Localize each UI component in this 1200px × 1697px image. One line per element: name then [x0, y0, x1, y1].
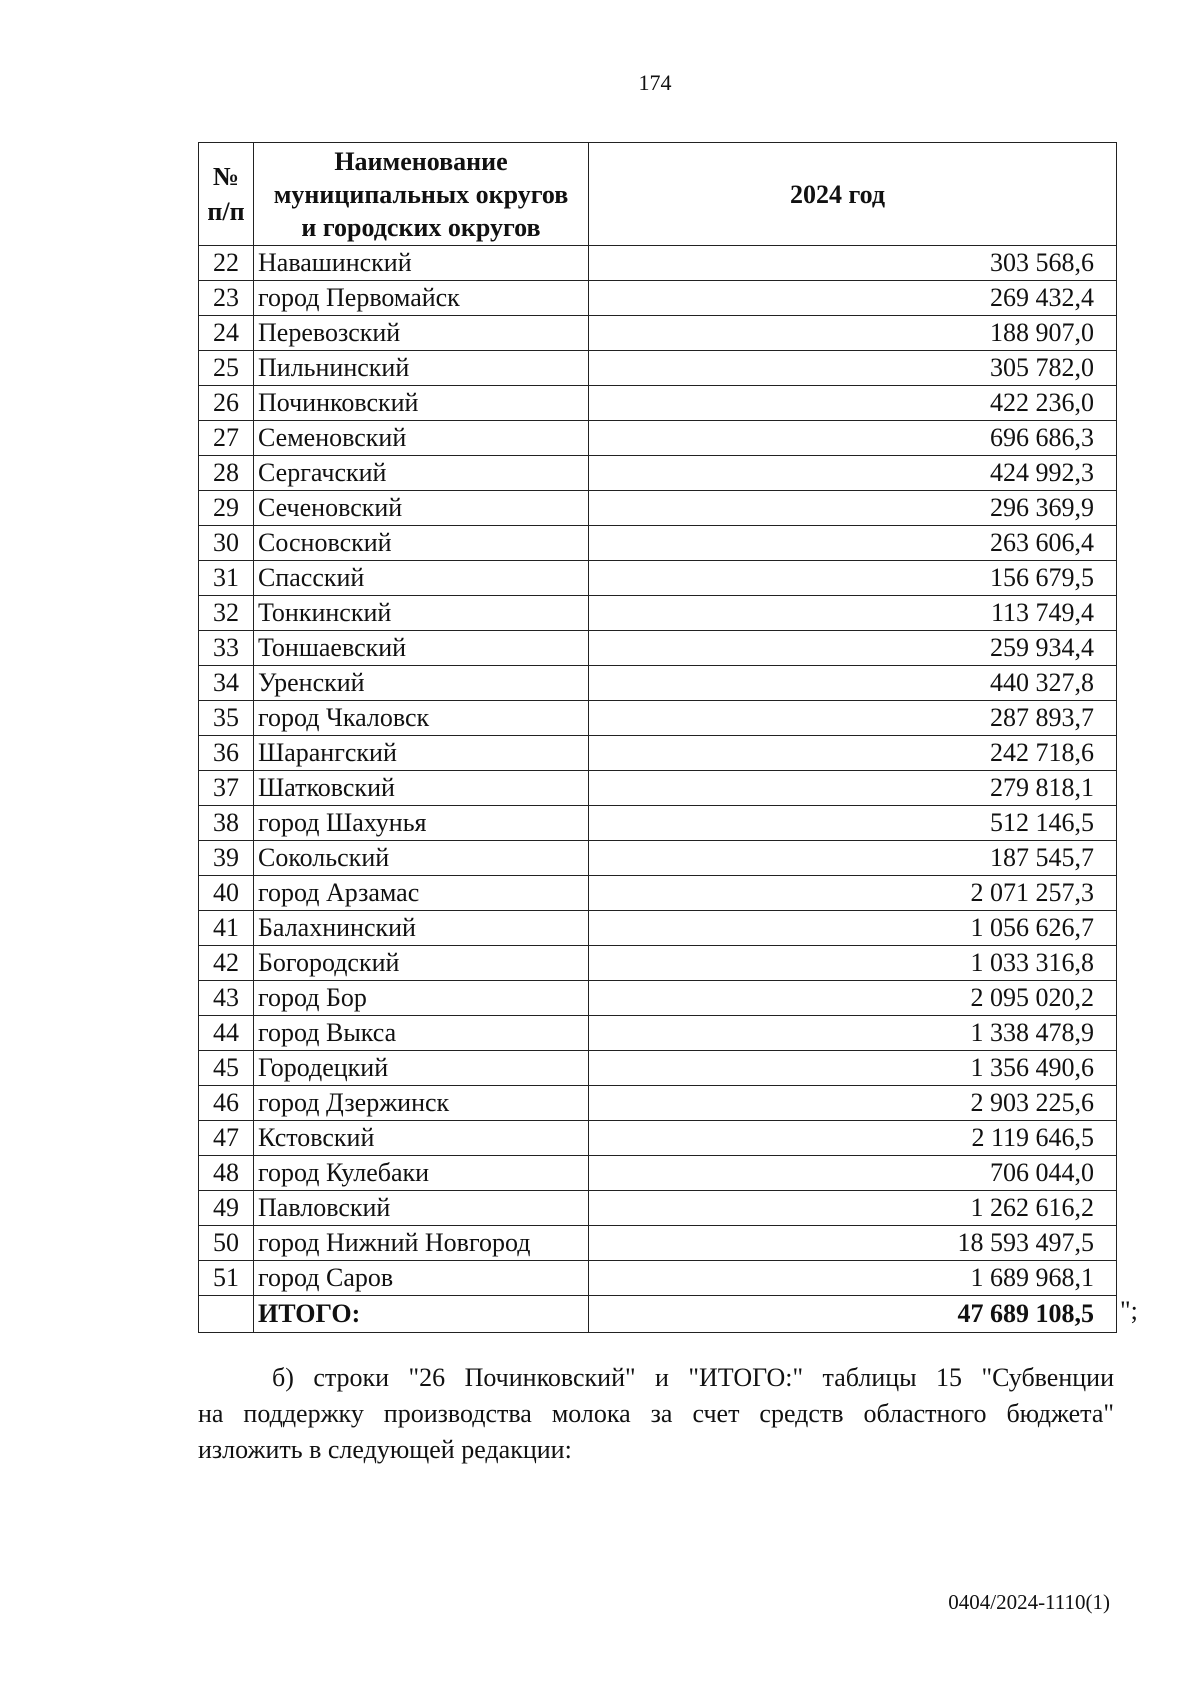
- amendment-paragraph: [198, 1360, 1114, 1468]
- row-number: 42: [199, 946, 254, 981]
- row-name: город Первомайск: [254, 281, 589, 316]
- table-row: [199, 806, 1117, 841]
- row-number: 46: [199, 1086, 254, 1121]
- row-name: Перевозский: [254, 316, 589, 351]
- table-row: [199, 701, 1117, 736]
- row-value: 296 369,9: [589, 491, 1117, 526]
- row-value: 440 327,8: [589, 666, 1117, 701]
- table-row: [199, 491, 1117, 526]
- header-name: Наименование муниципальных округов и городских округов: [254, 143, 589, 246]
- row-name: город Бор: [254, 981, 589, 1016]
- header-number: № п/п: [199, 143, 254, 246]
- row-name: город Кулебаки: [254, 1156, 589, 1191]
- table-row: [199, 281, 1117, 316]
- row-number: 29: [199, 491, 254, 526]
- table-row: [199, 456, 1117, 491]
- row-name: Кстовский: [254, 1121, 589, 1156]
- row-number: 48: [199, 1156, 254, 1191]
- row-value: 187 545,7: [589, 841, 1117, 876]
- row-value: 156 679,5: [589, 561, 1117, 596]
- row-value: 113 749,4: [589, 596, 1117, 631]
- row-number: 22: [199, 246, 254, 281]
- row-value: 305 782,0: [589, 351, 1117, 386]
- table-row: [199, 246, 1117, 281]
- row-value: 1 338 478,9: [589, 1016, 1117, 1051]
- total-row: [199, 1296, 1117, 1333]
- paragraph-line: на поддержку производства молока за счет средств областного бюджета": [198, 1399, 1114, 1428]
- row-name: Сокольский: [254, 841, 589, 876]
- row-name: город Шахунья: [254, 806, 589, 841]
- table-row: [199, 421, 1117, 456]
- table-row: [199, 946, 1117, 981]
- row-number: 25: [199, 351, 254, 386]
- row-number: 36: [199, 736, 254, 771]
- total-label: ИТОГО:: [254, 1296, 589, 1333]
- table-row: [199, 1016, 1117, 1051]
- table-row: [199, 631, 1117, 666]
- table-header-row: [199, 143, 1117, 246]
- table-row: [199, 351, 1117, 386]
- table-row: [199, 596, 1117, 631]
- row-name: город Выкса: [254, 1016, 589, 1051]
- row-value: 1 262 616,2: [589, 1191, 1117, 1226]
- row-name: Сеченовский: [254, 491, 589, 526]
- row-value: 424 992,3: [589, 456, 1117, 491]
- row-number: 33: [199, 631, 254, 666]
- row-value: 287 893,7: [589, 701, 1117, 736]
- row-value: 263 606,4: [589, 526, 1117, 561]
- table-row: [199, 1156, 1117, 1191]
- table-row: [199, 1191, 1117, 1226]
- row-number: 39: [199, 841, 254, 876]
- row-name: Богородский: [254, 946, 589, 981]
- row-value: 1 033 316,8: [589, 946, 1117, 981]
- row-value: 18 593 497,5: [589, 1226, 1117, 1261]
- row-value: 1 689 968,1: [589, 1261, 1117, 1296]
- row-number: 49: [199, 1191, 254, 1226]
- row-name: Шарангский: [254, 736, 589, 771]
- row-name: Семеновский: [254, 421, 589, 456]
- row-value: 1 056 626,7: [589, 911, 1117, 946]
- row-number: 35: [199, 701, 254, 736]
- row-name: Шатковский: [254, 771, 589, 806]
- row-value: 279 818,1: [589, 771, 1117, 806]
- row-number: 51: [199, 1261, 254, 1296]
- table-row: [199, 386, 1117, 421]
- row-number: 50: [199, 1226, 254, 1261]
- row-value: 696 686,3: [589, 421, 1117, 456]
- row-value: 512 146,5: [589, 806, 1117, 841]
- table-row: [199, 1121, 1117, 1156]
- row-name: город Арзамас: [254, 876, 589, 911]
- row-number: 31: [199, 561, 254, 596]
- paragraph-line: б) строки "26 Починковский" и "ИТОГО:" таблицы 15 "Субвенции: [272, 1363, 1114, 1392]
- closing-quote: ";: [1120, 1296, 1138, 1325]
- table-row: [199, 666, 1117, 701]
- row-value: 2 903 225,6: [589, 1086, 1117, 1121]
- row-name: Спасский: [254, 561, 589, 596]
- row-name: город Чкаловск: [254, 701, 589, 736]
- row-value: 422 236,0: [589, 386, 1117, 421]
- document-code: 0404/2024-1110(1): [948, 1590, 1110, 1614]
- row-name: Сергачский: [254, 456, 589, 491]
- row-number: 24: [199, 316, 254, 351]
- row-name: Балахнинский: [254, 911, 589, 946]
- paragraph-line: изложить в следующей редакции:: [198, 1435, 572, 1464]
- table-row: [199, 1261, 1117, 1296]
- row-value: 259 934,4: [589, 631, 1117, 666]
- row-name: город Дзержинск: [254, 1086, 589, 1121]
- row-number: 45: [199, 1051, 254, 1086]
- row-number: 28: [199, 456, 254, 491]
- row-number: 26: [199, 386, 254, 421]
- header-year: 2024 год: [589, 143, 1117, 246]
- table-row: [199, 876, 1117, 911]
- row-number: 34: [199, 666, 254, 701]
- table-row: [199, 561, 1117, 596]
- row-number: 43: [199, 981, 254, 1016]
- row-number: 41: [199, 911, 254, 946]
- row-value: 303 568,6: [589, 246, 1117, 281]
- row-name: Павловский: [254, 1191, 589, 1226]
- table-body: [199, 246, 1117, 1296]
- total-number-cell: [199, 1296, 254, 1333]
- row-name: Тонкинский: [254, 596, 589, 631]
- table-row: [199, 911, 1117, 946]
- table-row: [199, 771, 1117, 806]
- row-number: 47: [199, 1121, 254, 1156]
- row-name: Навашинский: [254, 246, 589, 281]
- row-number: 23: [199, 281, 254, 316]
- table-row: [199, 1086, 1117, 1121]
- table-row: [199, 981, 1117, 1016]
- row-name: Сосновский: [254, 526, 589, 561]
- table-row: [199, 1051, 1117, 1086]
- row-number: 32: [199, 596, 254, 631]
- row-number: 30: [199, 526, 254, 561]
- row-number: 37: [199, 771, 254, 806]
- row-value: 2 095 020,2: [589, 981, 1117, 1016]
- total-value: 47 689 108,5: [589, 1296, 1117, 1333]
- row-value: 2 119 646,5: [589, 1121, 1117, 1156]
- row-name: Пильнинский: [254, 351, 589, 386]
- row-value: 188 907,0: [589, 316, 1117, 351]
- row-number: 27: [199, 421, 254, 456]
- row-number: 40: [199, 876, 254, 911]
- table-row: [199, 736, 1117, 771]
- table-row: [199, 316, 1117, 351]
- row-number: 38: [199, 806, 254, 841]
- row-name: Уренский: [254, 666, 589, 701]
- page-number: 174: [638, 70, 672, 95]
- row-value: 706 044,0: [589, 1156, 1117, 1191]
- table-row: [199, 1226, 1117, 1261]
- row-value: 242 718,6: [589, 736, 1117, 771]
- row-name: город Нижний Новгород: [254, 1226, 589, 1261]
- row-value: 1 356 490,6: [589, 1051, 1117, 1086]
- row-value: 269 432,4: [589, 281, 1117, 316]
- row-name: Починковский: [254, 386, 589, 421]
- table-row: [199, 841, 1117, 876]
- row-name: Тоншаевский: [254, 631, 589, 666]
- row-number: 44: [199, 1016, 254, 1051]
- subsidy-table: [198, 142, 1117, 1333]
- row-value: 2 071 257,3: [589, 876, 1117, 911]
- table-row: [199, 526, 1117, 561]
- row-name: город Саров: [254, 1261, 589, 1296]
- row-name: Городецкий: [254, 1051, 589, 1086]
